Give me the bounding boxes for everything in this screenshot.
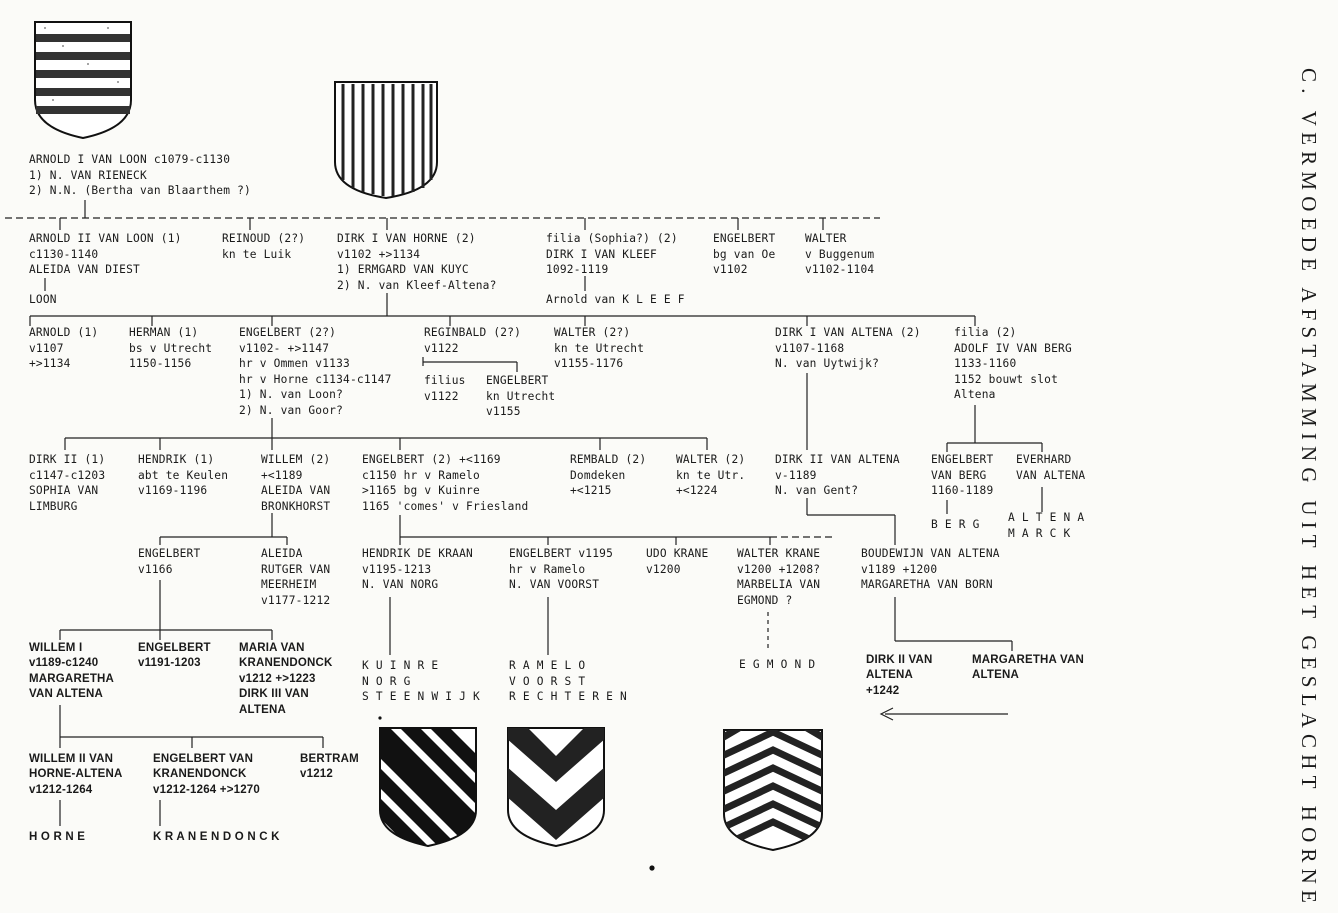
ramelo-coat-of-arms-icon [506, 726, 606, 848]
dirk-i-van-altena: DIRK I VAN ALTENA (2) v1107-1168 N. van Uytwijk? [775, 326, 921, 371]
reinoud: REINOUD (2?) kn te Luik [222, 232, 306, 261]
house-kuinre-norg-steenwijk: K U I N R E N O R G S T E E N W I J K [362, 659, 480, 704]
arnold-i-van-loon: ARNOLD I VAN LOON c1079-c1130 1) N. VAN RIENECK 2) N.N. (Bertha van Blaarthem ?) [29, 153, 251, 198]
walter-buggenum: WALTER v Buggenum v1102-1104 [805, 232, 875, 277]
dirk-i-van-horne: DIRK I VAN HORNE (2) v1102 +>1134 1) ERMGARD VAN KUYC 2) N. van Kleef-Altena? [337, 232, 497, 292]
engelbert-kn-utrecht: ENGELBERT kn Utrecht v1155 [486, 374, 556, 419]
loon-coat-of-arms-icon [33, 20, 133, 140]
engelbert-v1166: ENGELBERT v1166 [138, 547, 201, 576]
arnold-ii-van-loon: ARNOLD II VAN LOON (1) c1130-1140 ALEIDA VAN DIEST [29, 232, 182, 277]
horne-coat-of-arms-icon [333, 80, 439, 200]
aleida-rutger: ALEIDA RUTGER VAN MEERHEIM v1177-1212 [261, 547, 331, 607]
engelbert-van-berg: ENGELBERT VAN BERG 1160-1189 [931, 453, 994, 498]
page-side-title: C. VERMOEDE AFSTAMMING UIT HET GESLACHT HORNE [1297, 68, 1321, 910]
hendrik-abt: HENDRIK (1) abt te Keulen v1169-1196 [138, 453, 229, 498]
egmond-coat-of-arms-icon [722, 728, 824, 852]
house-kranendonck: K R A N E N D O N C K [153, 831, 280, 843]
willem-ii-horne-altena: WILLEM II VAN HORNE-ALTENA v1212-1264 [29, 753, 123, 796]
boudewijn-van-altena: BOUDEWIJN VAN ALTENA v1189 +1200 MARGARETHA VAN BORN [861, 547, 1000, 592]
house-loon: LOON [29, 293, 57, 306]
arnold-1107: ARNOLD (1) v1107 +>1134 [29, 326, 99, 371]
engelbert-van-kranendonck: ENGELBERT VAN KRANENDONCK v1212-1264 +>1270 [153, 753, 261, 796]
filia-adolf-berg: filia (2) ADOLF IV VAN BERG 1133-1160 1152 bouwt slot Altena [954, 326, 1072, 402]
willem-i: WILLEM I v1189-c1240 MARGARETHA VAN ALTENA [29, 642, 115, 701]
hendrik-de-kraan: HENDRIK DE KRAAN v1195-1213 N. VAN NORG [362, 547, 473, 592]
engelbert-ramelo: ENGELBERT (2) +<1169 c1150 hr v Ramelo >1165 bg v Kuinre 1165 'comes' v Friesland [362, 453, 529, 513]
house-horne: H O R N E [29, 831, 86, 843]
engelbert-bg-van-oe: ENGELBERT bg van Oe v1102 [713, 232, 776, 277]
house-egmond: E G M O N D [739, 658, 816, 671]
rembald: REMBALD (2) Domdeken +<1215 [570, 453, 647, 498]
walter-kn-utrecht: WALTER (2?) kn te Utrecht v1155-1176 [554, 326, 645, 371]
bertram: BERTRAM v1212 [300, 753, 359, 781]
filia-sophia: filia (Sophia?) (2) DIRK I VAN KLEEF 1092-1119 [546, 232, 678, 277]
house-ramelo-voorst-rechteren: R A M E L O V O O R S T R E C H T E R E N [509, 659, 627, 704]
maria-van-kranendonck: MARIA VAN KRANENDONCK v1212 +>1223 DIRK III VAN ALTENA [239, 642, 333, 716]
filius: filius v1122 [424, 374, 466, 403]
house-berg: B E R G [931, 518, 980, 531]
kuinre-coat-of-arms-icon [378, 726, 478, 848]
willem: WILLEM (2) +<1189 ALEIDA VAN BRONKHORST [261, 453, 331, 513]
engelbert-v1195: ENGELBERT v1195 hr v Ramelo N. VAN VOORST [509, 547, 614, 592]
dirk-ii: DIRK II (1) c1147-c1203 SOPHIA VAN LIMBURG [29, 453, 106, 513]
everhard-van-altena: EVERHARD VAN ALTENA [1016, 453, 1086, 482]
walter-kn-utr: WALTER (2) kn te Utr. +<1224 [676, 453, 746, 498]
dirk-ii-van-altena-1242: DIRK II VAN ALTENA +1242 [866, 654, 933, 697]
reginbald: REGINBALD (2?) v1122 [424, 326, 522, 355]
margaretha-van-altena: MARGARETHA VAN ALTENA [972, 654, 1085, 682]
house-kleef: Arnold van K L E E F [546, 293, 685, 306]
engelbert-ommen: ENGELBERT (2?) v1102- +>1147 hr v Ommen v1133 hr v Horne c1134-c1147 1) N. van Loon? 2) N. van Goor? [239, 326, 392, 417]
herman: HERMAN (1) bs v Utrecht 1150-1156 [129, 326, 213, 371]
engelbert-v1191: ENGELBERT v1191-1203 [138, 642, 211, 670]
walter-krane: WALTER KRANE v1200 +1208? MARBELIA VAN EGMOND ? [737, 547, 821, 607]
house-altena-marck: A L T E N A M A R C K [1008, 511, 1085, 540]
udo-krane: UDO KRANE v1200 [646, 547, 709, 576]
dirk-ii-van-altena: DIRK II VAN ALTENA v-1189 N. van Gent? [775, 453, 900, 498]
